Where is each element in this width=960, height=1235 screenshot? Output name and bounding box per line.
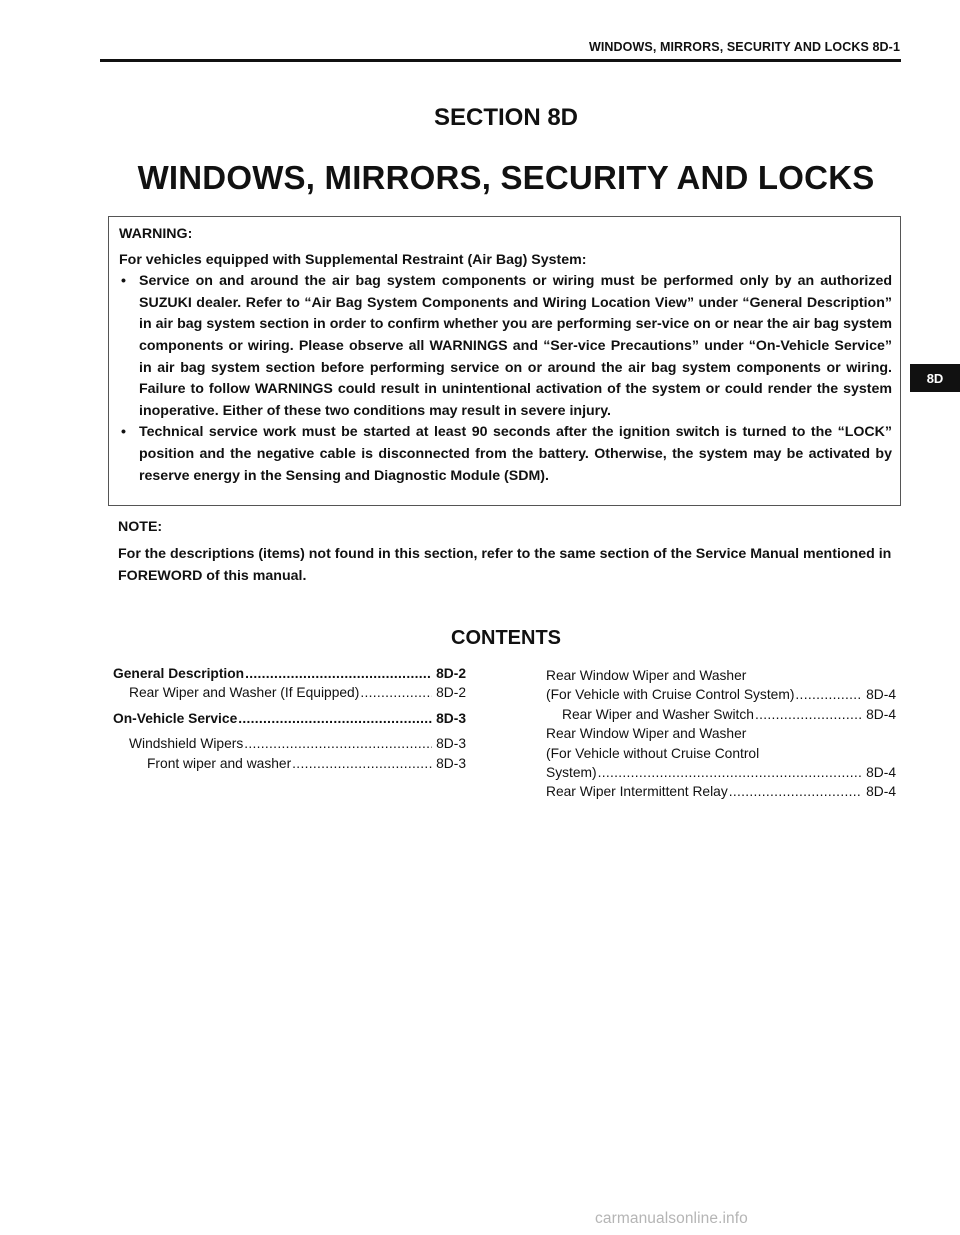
toc-right-column xyxy=(546,666,896,802)
toc-entry-title: Windshield Wipers xyxy=(129,736,244,752)
toc-entry-page: 8D-2 xyxy=(436,685,466,701)
toc-entry-title: System) xyxy=(546,765,597,781)
toc-entry-title-line: Rear Window Wiper and Washer xyxy=(546,726,747,742)
page-title: WINDOWS, MIRRORS, SECURITY AND LOCKS xyxy=(137,159,875,196)
toc-entry-page: 8D-3 xyxy=(436,755,466,771)
toc-entry-page: 8D-4 xyxy=(866,765,896,781)
toc-entry-title-line: Rear Window Wiper and Washer xyxy=(546,668,747,683)
toc-entry-title: Rear Wiper and Washer Switch xyxy=(562,706,754,722)
toc-entry-page: 8D-3 xyxy=(436,710,466,726)
warning-label: WARNING: xyxy=(119,226,193,242)
toc-entry-page: 8D-4 xyxy=(866,687,896,703)
warning-intro: For vehicles equipped with Supplemental Restraint (Air Bag) System: xyxy=(119,251,587,268)
toc-entry-title: Rear Wiper Intermittent Relay xyxy=(546,784,728,800)
header-rule xyxy=(100,59,901,62)
toc-entry-general-description[interactable] xyxy=(113,664,466,683)
warning-box xyxy=(108,216,901,506)
toc-entry-title-line: (For Vehicle without Cruise Control xyxy=(546,745,760,761)
note-label: NOTE: xyxy=(118,519,163,535)
toc-entry-rear-wiper-washer[interactable] xyxy=(113,683,466,702)
warning-bullet: • Service on and around the air bag system components or wiring must be performed only by an authorized SUZUKI dealer. Refer to “Air Bag System Components and Wiring Location View” under “General Description” in air bag system section in order to confirm whether you are performing ser-vice on or near the air bag system components or wiring. Please observe all WARNINGS and “Ser-vice Precautions” under “On-Vehicle Service” in air bag system section before performing service on or around the air bag system components or wiring. Failure to follow WARNINGS could result in unintentional activation of the system or could render the system inoperative. Either of these two conditions may result in severe injury. xyxy=(119,271,892,422)
note-box xyxy=(118,516,894,587)
toc-entry-title: Front wiper and washer xyxy=(147,755,292,771)
watermark: carmanualsonline.info xyxy=(595,1210,748,1227)
toc-entry-page: 8D-2 xyxy=(436,666,466,681)
toc-left-column xyxy=(113,664,466,773)
toc-entry-page: 8D-4 xyxy=(866,784,896,800)
toc-entry-on-vehicle-service[interactable] xyxy=(113,709,466,728)
toc-entry-rear-window-wiper-no-cruise[interactable] xyxy=(546,724,896,782)
warning-bullet: • Technical service work must be started at least 90 seconds after the ignition switch is turned to the “LOCK” position and the negative cable is disconnected from the battery. Otherwise, the system may be activated by reserve energy in the Sensing and Diagnostic Module (SDM). xyxy=(119,422,892,487)
running-header: WINDOWS, MIRRORS, SECURITY AND LOCKS 8D-1 xyxy=(588,40,900,54)
toc-entry-rear-wiper-intermittent-relay[interactable] xyxy=(546,782,896,801)
contents-heading: CONTENTS xyxy=(451,627,561,649)
section-label: SECTION 8D xyxy=(433,104,579,131)
toc-entry-title: (For Vehicle with Cruise Control System) xyxy=(546,687,795,703)
toc-entry-page: 8D-3 xyxy=(436,736,466,752)
warning-list xyxy=(119,271,892,487)
toc-entry-title: Rear Wiper and Washer (If Equipped) xyxy=(129,685,360,701)
toc-entry-rear-wiper-washer-switch[interactable] xyxy=(546,705,896,724)
toc-entry-page: 8D-4 xyxy=(866,706,896,722)
note-text: For the descriptions (items) not found in this section, refer to the same section of the Service Manual mentioned in FOREWORD of this manual. xyxy=(118,546,892,584)
toc-entry-rear-window-wiper-cruise[interactable] xyxy=(546,666,896,705)
toc-entry-title: On-Vehicle Service xyxy=(113,710,238,726)
section-tab: 8D xyxy=(910,364,960,392)
toc-entry-windshield-wipers[interactable] xyxy=(113,734,466,753)
toc-entry-title: General Description xyxy=(113,666,245,681)
toc-entry-front-wiper-washer[interactable] xyxy=(113,754,466,773)
